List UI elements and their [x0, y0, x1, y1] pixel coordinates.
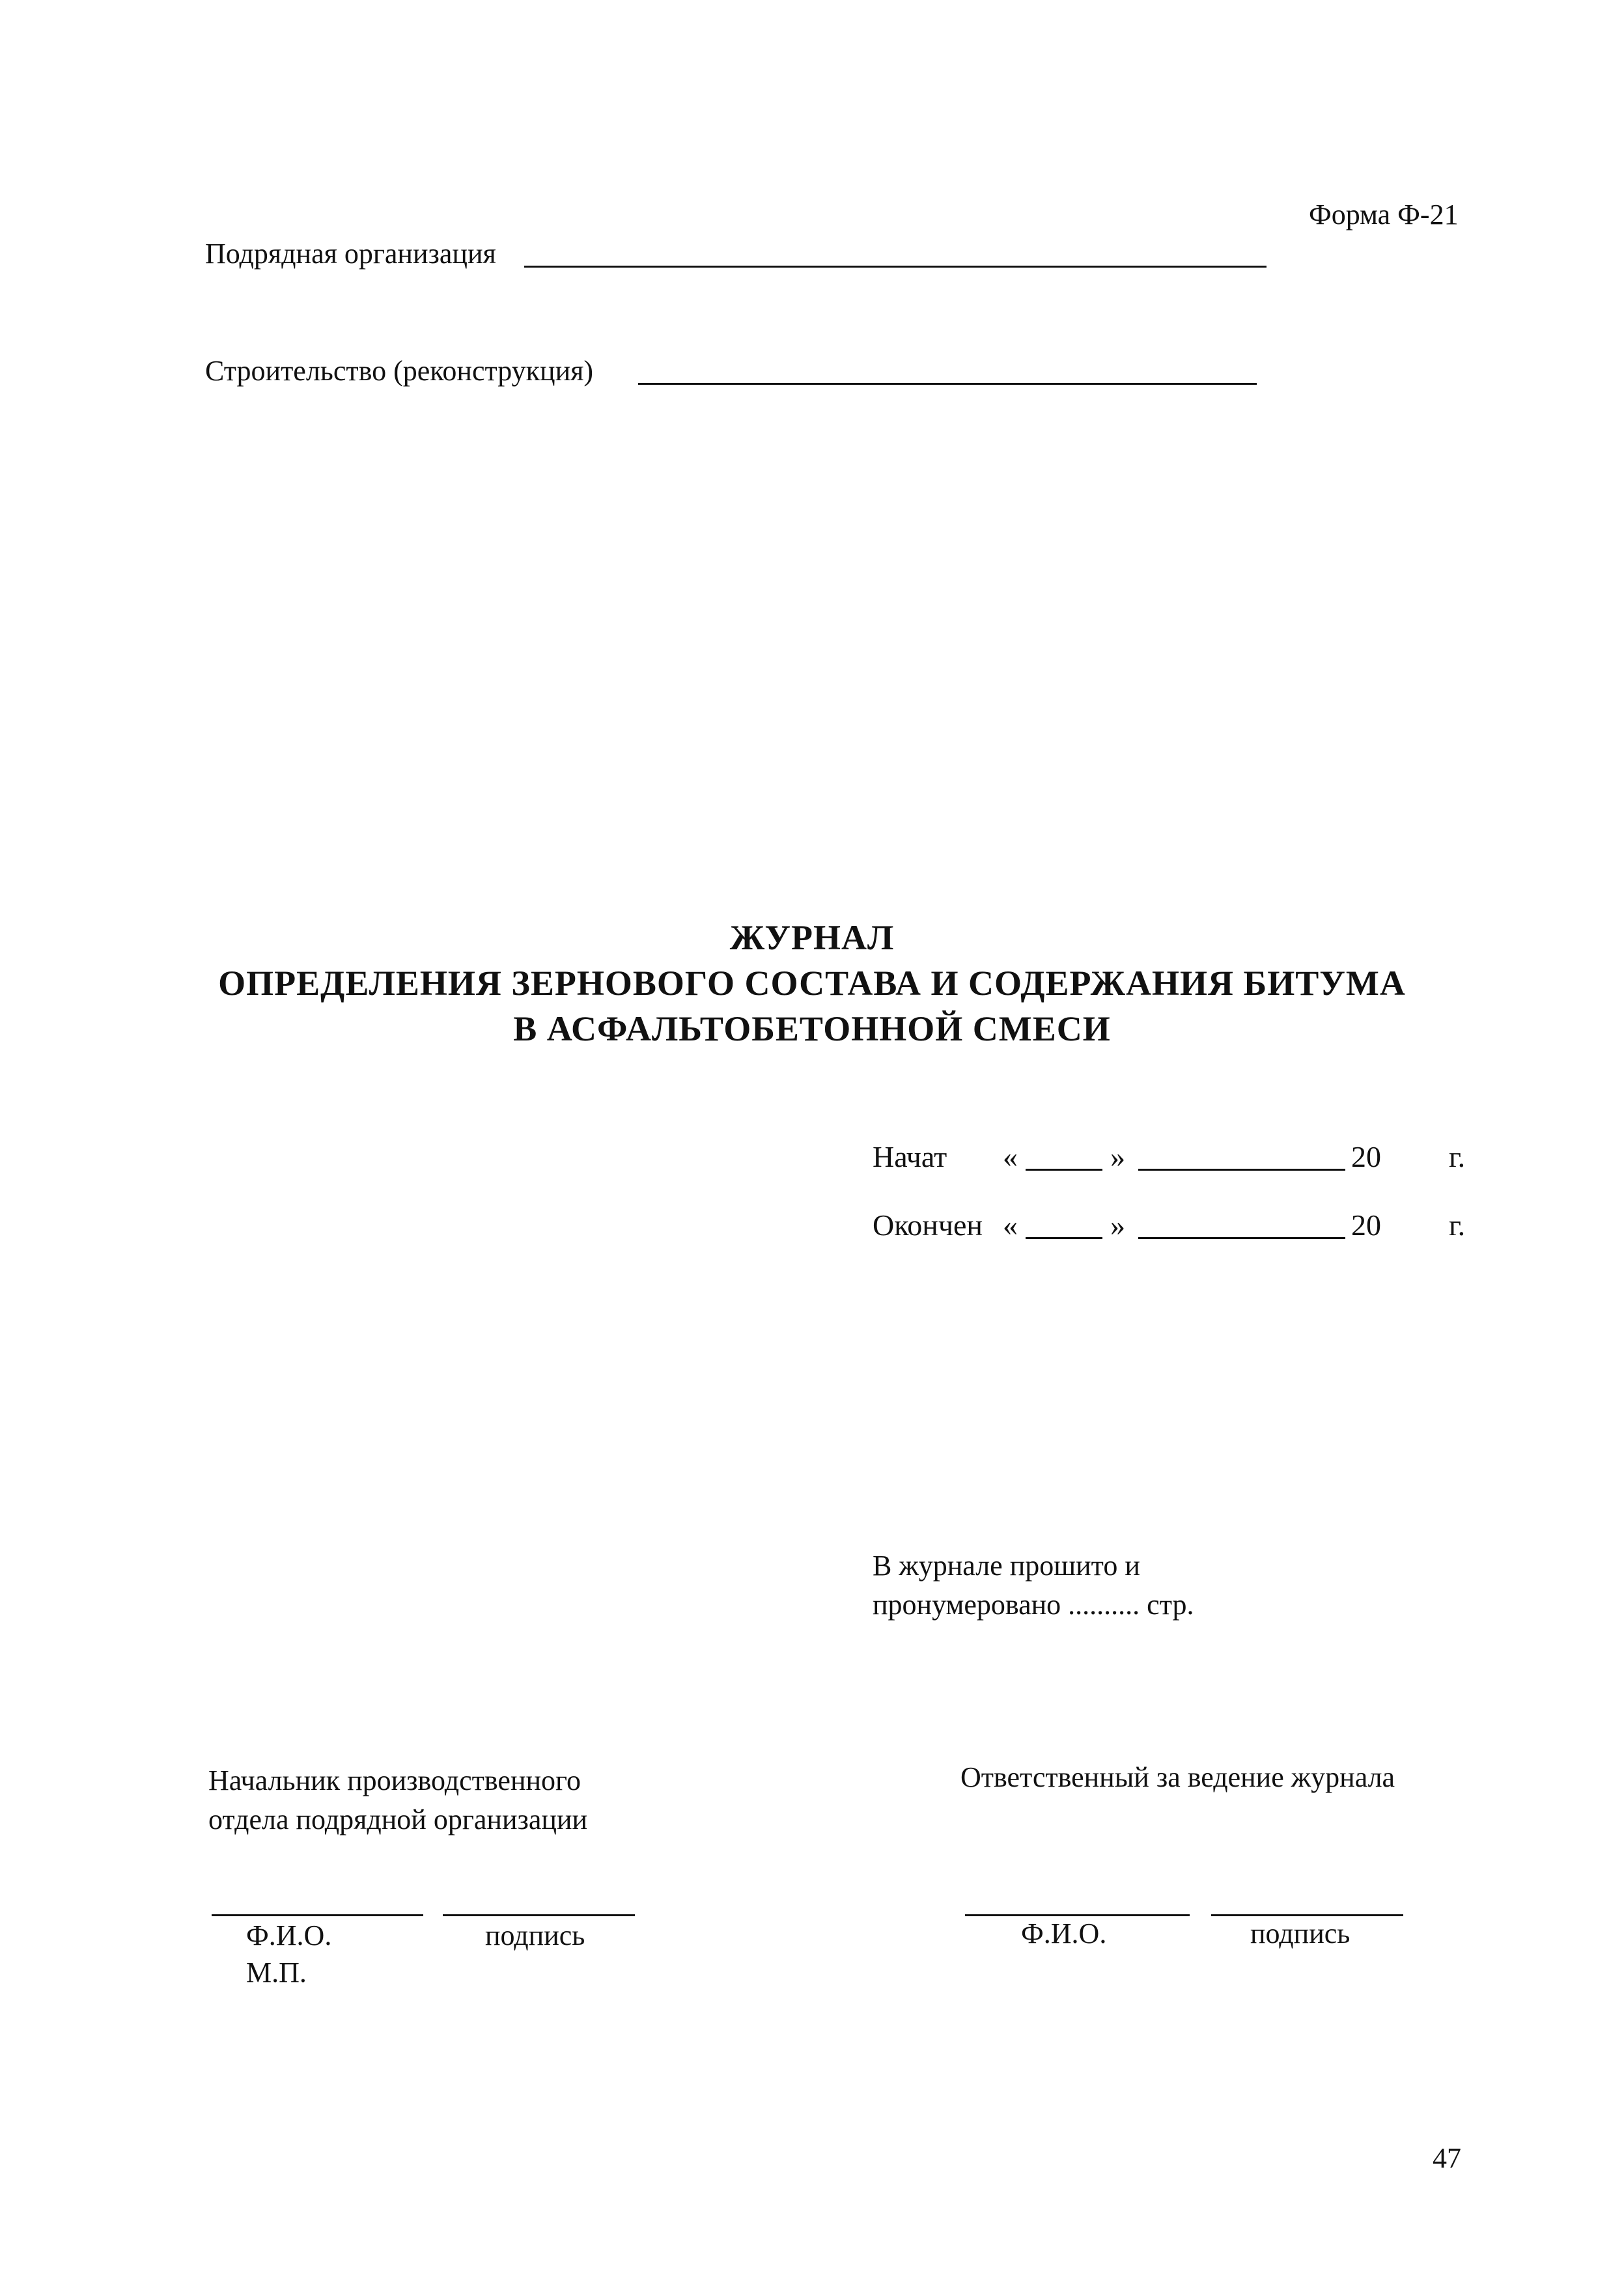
title-line-1: ЖУРНАЛ [729, 918, 895, 957]
title-line-2: ОПРЕДЕЛЕНИЯ ЗЕРНОВОГО СОСТАВА И СОДЕРЖАНИЯ БИТУМА [218, 964, 1406, 1003]
construction-input-line[interactable] [638, 383, 1257, 385]
contractor-field [205, 238, 496, 271]
started-date-row [873, 1139, 1472, 1179]
right-signature-line[interactable] [1211, 1914, 1403, 1916]
form-label: Форма Ф-21 [1309, 199, 1459, 230]
started-day-line[interactable] [1026, 1169, 1102, 1171]
left-signature-caption: подпись [485, 1919, 585, 1951]
left-signer-title-line-2: отдела подрядной организации [208, 1804, 588, 1835]
finished-day-line[interactable] [1026, 1237, 1102, 1239]
finished-close-quote: » [1110, 1208, 1125, 1242]
finished-open-quote: « [1003, 1208, 1018, 1242]
right-name-line[interactable] [965, 1914, 1190, 1916]
left-name-caption: Ф.И.О. [246, 1919, 332, 1951]
started-label: Начат [873, 1140, 947, 1173]
started-month-line[interactable] [1138, 1169, 1345, 1171]
construction-field [205, 355, 593, 388]
binding-note-line-1: В журнале прошито и [873, 1550, 1140, 1582]
started-year-suffix: г. [1449, 1140, 1466, 1173]
finished-date-row [873, 1208, 1472, 1247]
binding-note-line-2: пронумеровано .......... стр. [873, 1589, 1194, 1621]
title-line-3: В АСФАЛЬТОБЕТОННОЙ СМЕСИ [513, 1009, 1111, 1048]
contractor-label: Подрядная организация [205, 238, 496, 270]
binding-note [873, 1546, 1194, 1625]
left-signature-line[interactable] [443, 1914, 635, 1916]
right-name-caption: Ф.И.О. [1021, 1918, 1107, 1949]
started-close-quote: » [1110, 1140, 1125, 1173]
right-signer-title: Ответственный за ведение журнала [960, 1761, 1395, 1793]
started-open-quote: « [1003, 1140, 1018, 1173]
finished-year-suffix: г. [1449, 1208, 1466, 1242]
started-year-prefix: 20 [1351, 1140, 1381, 1173]
left-name-line[interactable] [212, 1914, 423, 1916]
journal-title [0, 915, 1624, 1052]
contractor-input-line[interactable] [524, 266, 1267, 268]
right-signature-caption: подпись [1250, 1918, 1351, 1949]
left-signer-title [208, 1761, 587, 1839]
construction-label: Строительство (реконструкция) [205, 355, 594, 387]
finished-year-prefix: 20 [1351, 1208, 1381, 1242]
stamp-caption: М.П. [246, 1957, 307, 1988]
finished-label: Окончен [873, 1208, 983, 1242]
finished-month-line[interactable] [1138, 1237, 1345, 1239]
page-number: 47 [1433, 2142, 1461, 2174]
left-signer-title-line-1: Начальник производственного [208, 1765, 581, 1796]
